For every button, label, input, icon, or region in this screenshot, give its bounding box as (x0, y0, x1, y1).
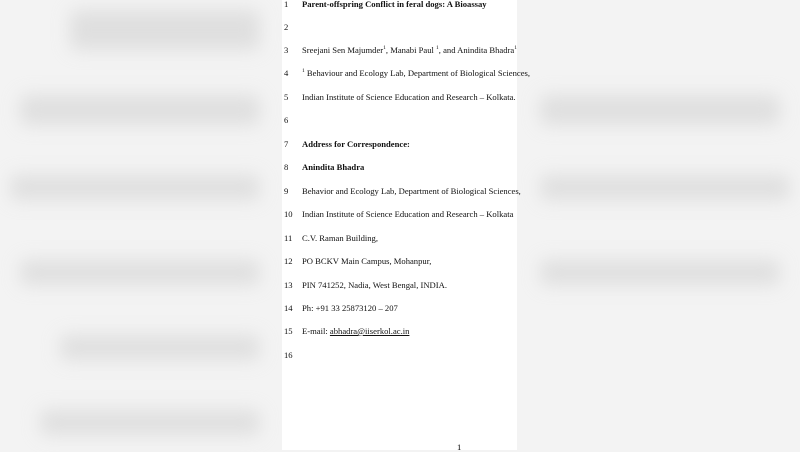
line-number: 5 (284, 92, 289, 102)
line-text: Indian Institute of Science Education and Research – Kolkata. (302, 92, 516, 102)
line-number: 10 (284, 209, 293, 219)
correspondent-name: Anindita Bhadra (302, 162, 365, 172)
line-number: 6 (284, 115, 289, 125)
email-label: E-mail: (302, 326, 330, 336)
blurred-background (20, 95, 260, 125)
line-text: PIN 741252, Nadia, West Bengal, INDIA. (302, 280, 447, 290)
line-number: 11 (284, 233, 293, 243)
authors (302, 44, 517, 56)
author-name: , Manabi Paul (385, 45, 437, 55)
correspondence-heading: Address for Correspondence: (302, 139, 410, 149)
line-number: 8 (284, 162, 289, 172)
line-number: 2 (284, 22, 289, 32)
line-number: 15 (284, 326, 293, 336)
line-number: 14 (284, 303, 293, 313)
page-number: 1 (457, 442, 462, 452)
author-name: , and Anindita Bhadra (438, 45, 515, 55)
affiliation (302, 67, 530, 79)
blurred-background (10, 175, 260, 200)
line-number: 16 (284, 350, 293, 360)
blurred-background (20, 260, 260, 285)
author-name: Sreejani Sen Majumder (302, 45, 384, 55)
email-line (302, 325, 409, 337)
affiliation-sup: 1 (436, 45, 439, 51)
line-number: 13 (284, 280, 293, 290)
email-link[interactable]: abhadra@iiserkol.ac.in (329, 326, 410, 336)
line-number: 3 (284, 45, 289, 55)
affiliation-sup: 1 (383, 45, 386, 51)
line-text: Indian Institute of Science Education and Research – Kolkata (302, 209, 514, 219)
line-number: 7 (284, 139, 289, 149)
blurred-background (60, 335, 260, 360)
phone-text: Ph: +91 33 25873120 – 207 (302, 303, 398, 313)
line-number: 9 (284, 186, 289, 196)
blurred-background (540, 175, 790, 200)
blurred-background (40, 410, 260, 435)
line-number: 4 (284, 68, 289, 78)
affiliation-sup: 1 (514, 45, 517, 51)
affiliation-sup: 1 (302, 68, 305, 74)
document-page (282, 0, 531, 452)
blurred-background (540, 260, 780, 285)
line-number: 12 (284, 256, 293, 266)
line-text: PO BCKV Main Campus, Mohanpur, (302, 256, 432, 266)
line-text: C.V. Raman Building, (302, 233, 378, 243)
paper-title: Parent-offspring Conflict in feral dogs: A Bioassay (302, 0, 487, 9)
line-number: 1 (284, 0, 289, 9)
blurred-background (540, 95, 780, 125)
blurred-background (70, 10, 260, 50)
affiliation-text: Behaviour and Ecology Lab, Department of Biological Sciences, (304, 68, 531, 78)
line-text: Behavior and Ecology Lab, Department of Biological Sciences, (302, 186, 521, 196)
